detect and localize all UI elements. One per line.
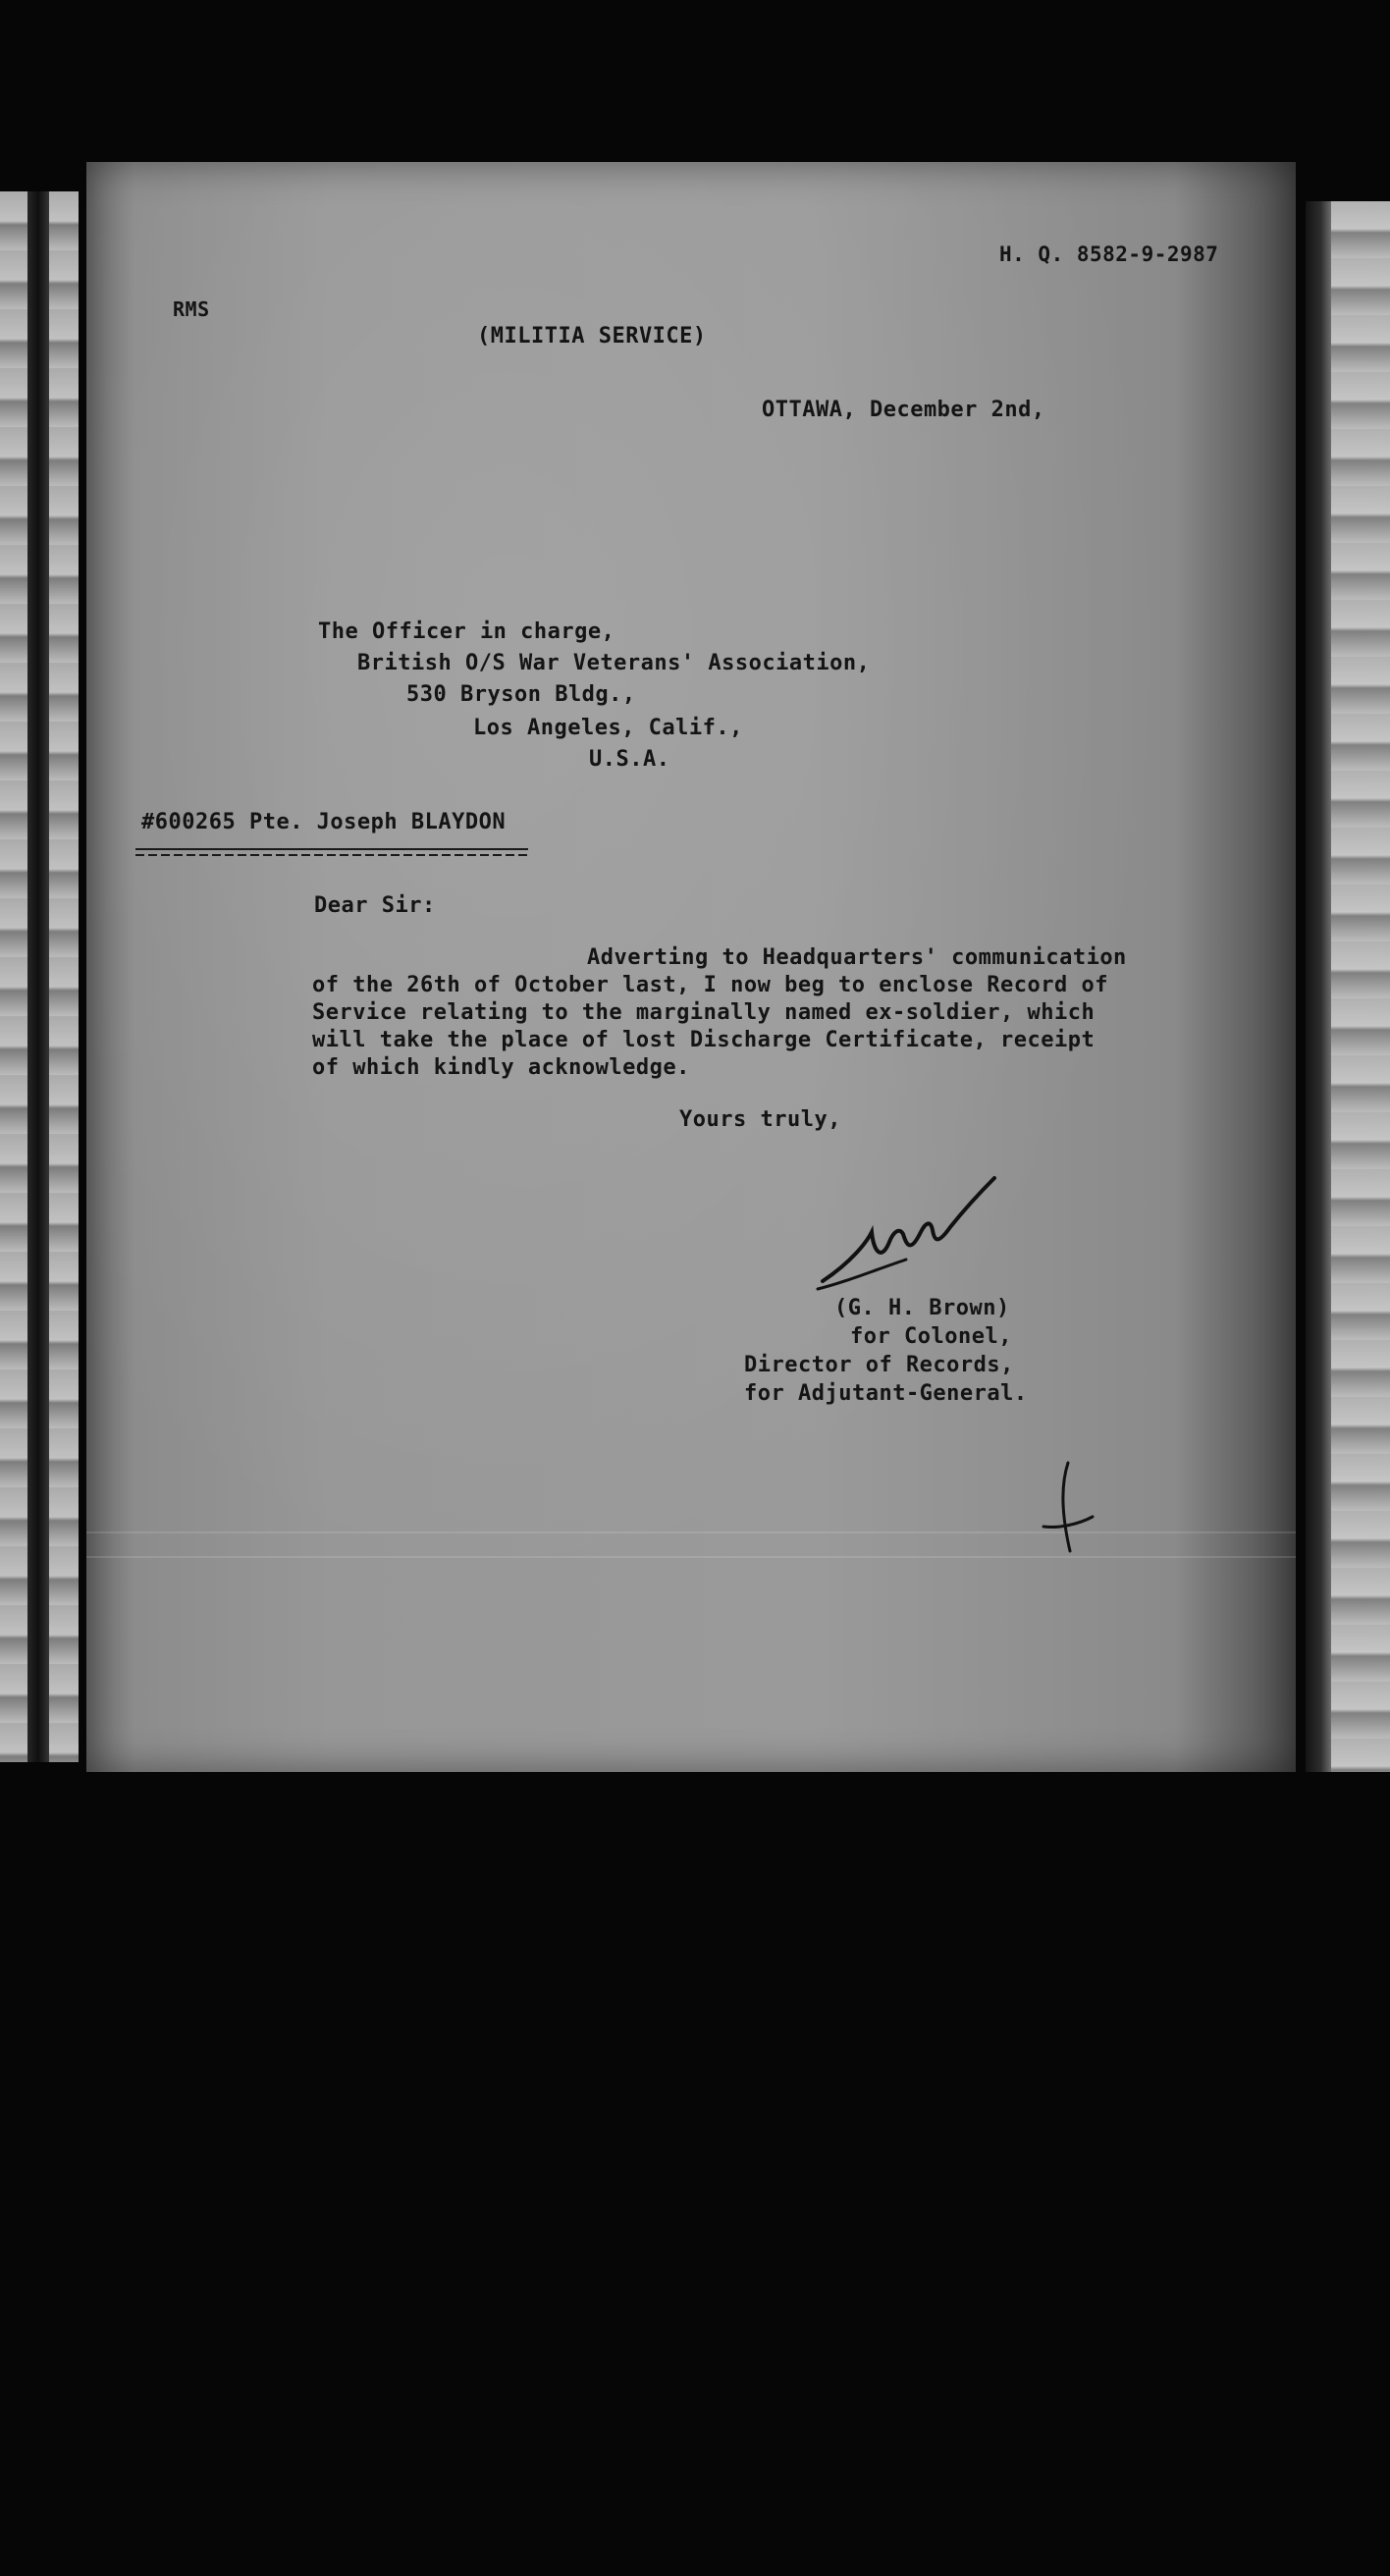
film-strip-left <box>0 191 79 1762</box>
subject-line: #600265 Pte. Joseph BLAYDON <box>141 810 507 834</box>
salutation: Dear Sir: <box>314 893 436 918</box>
addressee-line: 530 Bryson Bldg., <box>406 682 636 707</box>
addressee-line: U.S.A. <box>589 747 670 772</box>
addressee-line: British O/S War Veterans' Association, <box>357 651 871 675</box>
body-line: will take the place of lost Discharge Certificate, receipt <box>312 1028 1096 1052</box>
letter-sheet <box>86 162 1296 1772</box>
body-line: Adverting to Headquarters' communication <box>587 945 1127 970</box>
subject-underline <box>135 848 528 850</box>
scan-artifact-line <box>86 1556 1296 1558</box>
film-strip-right <box>1306 201 1390 1772</box>
subject-underline-dashed <box>135 854 528 856</box>
scan-artifact-line <box>86 1531 1296 1533</box>
body-line: of the 26th of October last, I now beg to enclose Record of <box>312 973 1108 997</box>
signatory-title: for Colonel, <box>850 1324 1012 1349</box>
handwritten-mark <box>1039 1458 1097 1556</box>
handwritten-signature <box>813 1173 1068 1301</box>
addressee-line: Los Angeles, Calif., <box>473 716 743 740</box>
addressee-line: The Officer in charge, <box>318 619 615 644</box>
body-line: Service relating to the marginally named ex-soldier, which <box>312 1000 1096 1025</box>
film-edge-shadow-right <box>1306 201 1331 1772</box>
film-edge-shadow-left <box>27 191 49 1762</box>
signatory-title: Director of Records, <box>744 1353 1014 1377</box>
dateline: OTTAWA, December 2nd, <box>762 398 1045 422</box>
file-reference: H. Q. 8582-9-2987 <box>999 242 1219 266</box>
letter-heading: (MILITIA SERVICE) <box>477 324 707 349</box>
signatory-title: for Adjutant-General. <box>744 1381 1028 1406</box>
body-line: of which kindly acknowledge. <box>312 1055 690 1080</box>
signatory-name: (G. H. Brown) <box>834 1296 1010 1320</box>
closing: Yours truly, <box>679 1107 841 1132</box>
typist-initials: RMS <box>173 297 210 321</box>
